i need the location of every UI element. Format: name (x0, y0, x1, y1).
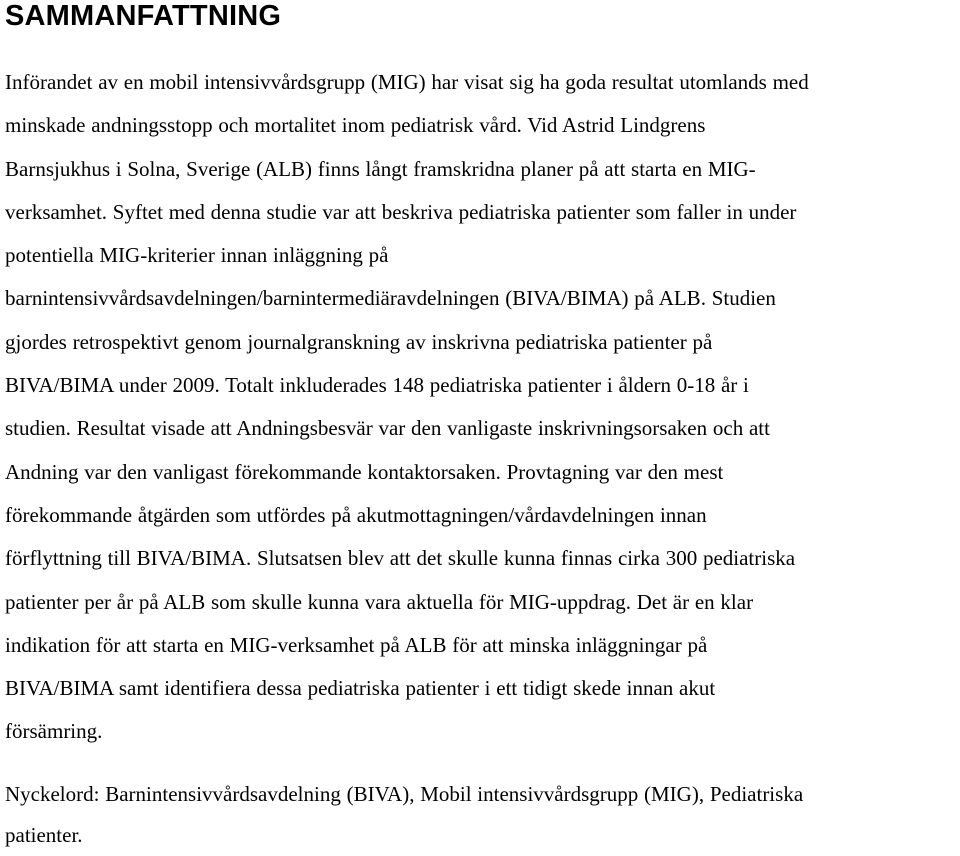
document-page (5, 0, 957, 856)
abstract-line: BIVA/BIMA samt identifiera dessa pediatriska patienter i ett tidigt skede innan akut (5, 676, 716, 701)
abstract-line: studien. Resultat visade att Andningsbesvär var den vanligaste inskrivningsorsaken och att (5, 416, 770, 441)
abstract-line: indikation för att starta en MIG-verksamhet på ALB för att minska inläggningar på (5, 632, 708, 657)
abstract-line: verksamhet. Syftet med denna studie var att beskriva pediatriska patienter som faller in under (5, 199, 797, 224)
abstract-line: gjordes retrospektivt genom journalgranskning av inskrivna pediatriska patienter på (5, 329, 713, 354)
keywords-paragraph (5, 774, 957, 856)
abstract-line: BIVA/BIMA under 2009. Totalt inkluderades 148 pediatriska patienter i åldern 0-18 år i (5, 373, 749, 398)
abstract-line: förekommande åtgärden som utfördes på akutmottagningen/vårdavdelningen innan (5, 502, 707, 527)
abstract-line: patienter per år på ALB som skulle kunna vara aktuella för MIG-uppdrag. Det är en klar (5, 589, 754, 614)
keywords-line: Nyckelord: Barnintensivvårdsavdelning (BIVA), Mobil intensivvårdsgrupp (MIG), Pediatriska (5, 781, 804, 806)
abstract-paragraph (5, 61, 957, 754)
abstract-line: Införandet av en mobil intensivvårdsgrupp (MIG) har visat sig ha goda resultat utomlands med (5, 70, 809, 94)
abstract-line: barnintensivvårdsavdelningen/barnintermediäravdelningen (BIVA/BIMA) på ALB. Studien (5, 286, 776, 311)
abstract-line: potentiella MIG-kriterier innan inläggning på (5, 243, 389, 268)
abstract-line: minskade andningsstopp och mortalitet inom pediatrisk vård. Vid Astrid Lindgrens (5, 113, 706, 138)
abstract-line: förflyttning till BIVA/BIMA. Slutsatsen blev att det skulle kunna finnas cirka 300 pediatriska (5, 546, 796, 571)
keywords-line: patienter. (5, 822, 83, 847)
abstract-line: Andning var den vanligast förekommande kontaktorsaken. Provtagning var den mest (5, 459, 724, 484)
abstract-line: Barnsjukhus i Solna, Sverige (ALB) finns långt framskridna planer på att starta en MIG- (5, 156, 756, 181)
section-heading: SAMMANFATTNING (5, 0, 282, 32)
abstract-line: försämring. (5, 719, 103, 744)
